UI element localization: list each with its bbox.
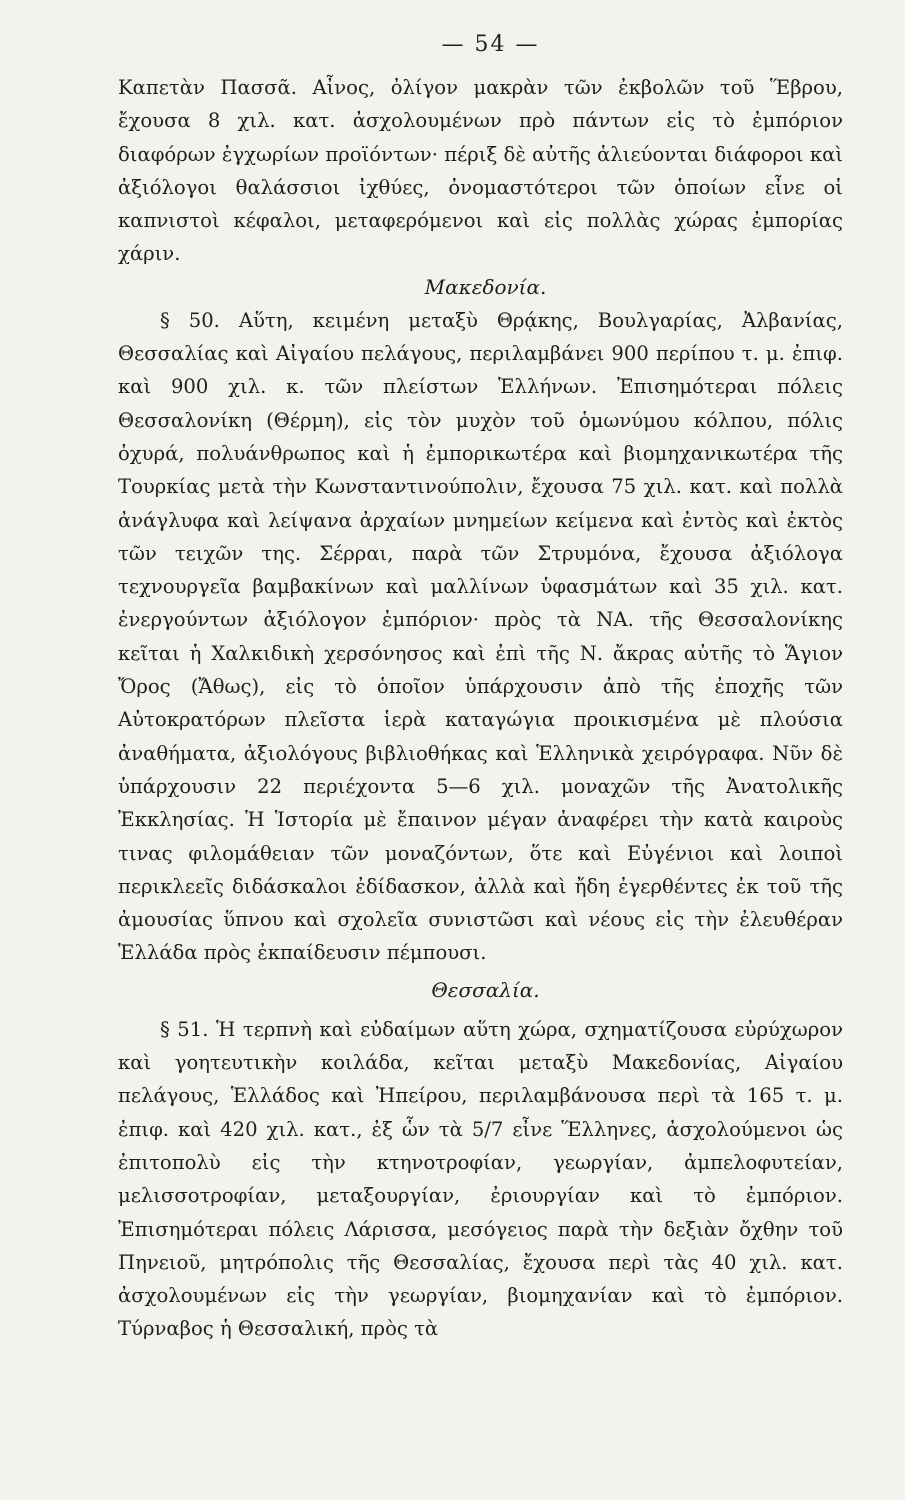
section-50-text: Αὕτη, κειμένη μεταξὺ Θρᾴκης, Βουλγαρίας, Ἀλβανίας, Θεσσαλίας καὶ Αἰγαίου πελάγους, περιλαμβάνει 900 περίπου τ. μ. ἐπιφ. καὶ 900 χιλ. κ. τῶν πλείστων Ἑλλήνων. Ἐπισημότεραι πόλεις Θεσσαλονίκη (Θέρμη), εἰς τὸν μυχὸν τοῦ ὁμωνύμου κόλπου, πόλις ὀχυρά, πολυάνθρωπος καὶ ἡ ἐμπορικωτέρα καὶ βιομηχανικωτέρα τῆς Τουρκίας μετὰ τὴν Κωνσταντινούπολιν, ἔχουσα 75 χιλ. κατ. καὶ πολλὰ ἀνάγλυφα καὶ λείψανα ἀρχαίων μνημείων κείμενα καὶ ἐντὸς καὶ ἐκτὸς τῶν τειχῶν της. Σέρραι, παρὰ τῶν Στρυμόνα, ἔχουσα ἀξιόλογα τεχνουργεῖα βαμβακίνων καὶ μαλλίνων ὑφασμάτων καὶ 35 χιλ. κατ. ἐνεργούντων ἀξιόλογον ἐμπόριον· πρὸς τὰ ΝΑ. τῆς Θεσσαλονίκης κεῖται ἡ Χαλκιδικὴ χερσόνησος καὶ ἐπὶ τῆς Ν. ἄκρας αὐτῆς τὸ Ἅγιον Ὄρος (Ἄθως), εἰς τὸ ὁποῖον ὑπάρχουσιν ἀπὸ τῆς ἐποχῆς τῶν Αὐτοκρατόρων πλεῖστα ἱερὰ καταγώγια προικισμένα μὲ πλούσια ἀναθήματα, ἀξιολόγους βιβλιοθήκας καὶ Ἑλληνικὰ χειρόγραφα. Νῦν δὲ ὑπάρχουσιν 22 περιέχοντα 5—6 χιλ. μοναχῶν τῆς Ἀνατολικῆς Ἐκκλησίας. Ἡ Ἱστορία μὲ ἔπαινον μέγαν ἀναφέρει τὴν κατὰ καιροὺς τινας φιλομάθειαν τῶν μοναζόντων, ὅτε καὶ Εὐγένιοι καὶ λοιποὶ περικλεεῖς διδάσκαλοι ἐδίδασκον, ἀλλὰ καὶ ἤδη ἐγερθέντες ἐκ τοῦ τῆς ἀμουσίας ὕπνου καὶ σχολεῖα συνιστῶσι καὶ νέους εἰς τὴν ἐλευθέραν Ἑλλάδα πρὸς ἐκπαίδευσιν πέμπουσι. (118, 308, 843, 965)
page-number: — 54 — (441, 32, 540, 57)
section-51-paragraph (118, 1013, 843, 1346)
section-50-number: § 50. (160, 308, 220, 332)
section-heading-thessaly: Θεσσαλία. (431, 977, 540, 1002)
section-50-paragraph (118, 304, 843, 970)
section-51-text: Ἡ τερπνὴ καὶ εὐδαίμων αὕτη χώρα, σχηματίζουσα εὐρύχωρον καὶ γοητευτικὴν κοιλάδα, κεῖται μεταξὺ Μακεδονίας, Αἰγαίου πελάγους, Ἑλλάδος καὶ Ἠπείρου, περιλαμβάνουσα περὶ τὰ 165 τ. μ. ἐπιφ. καὶ 420 χιλ. κατ., ἐξ ὧν τὰ 5/7 εἶνε Ἕλληνες, ἀσχολούμενοι ὡς ἐπιτοπολὺ εἰς τὴν κτηνοτροφίαν, γεωργίαν, ἀμπελοφυτείαν, μελισσοτροφίαν, μεταξουργίαν, ἐριουργίαν καὶ τὸ ἐμπόριον. Ἐπισημότεραι πόλεις Λάρισσα, μεσόγειος παρὰ τὴν δεξιὰν ὄχθην τοῦ Πηνειοῦ, μητρόπολις τῆς Θεσσαλίας, ἔχουσα περὶ τὰς 40 χιλ. κατ. ἀσχολουμένων εἰς τὴν γεωργίαν, βιομηχανίαν καὶ τὸ ἐμπόριον. Τύρναβος ἡ Θεσσαλική, πρὸς τὰ (118, 1017, 843, 1341)
intro-paragraph: Καπετὰν Πασσᾶ. Αἶνος, ὀλίγον μακρὰν τῶν ἐκβολῶν τοῦ Ἕβρου, ἔχουσα 8 χιλ. κατ. ἀσχολουμένων πρὸ πάντων εἰς τὸ ἐμπόριον διαφόρων ἐγχωρίων προϊόντων· πέριξ δὲ αὐτῆς ἁλιεύονται διάφοροι καὶ ἀξιόλογοι θαλάσσιοι ἰχθύες, ὀνομαστότεροι τῶν ὁποίων εἶνε οἱ καπνιστοὶ κέφαλοι, μεταφερόμενοι καὶ εἰς πολλὰς χώρας ἐμπορίας χάριν. (118, 76, 843, 266)
section-heading-macedonia: Μακεδονία. (424, 274, 547, 299)
section-51-number: § 51. (160, 1017, 209, 1041)
